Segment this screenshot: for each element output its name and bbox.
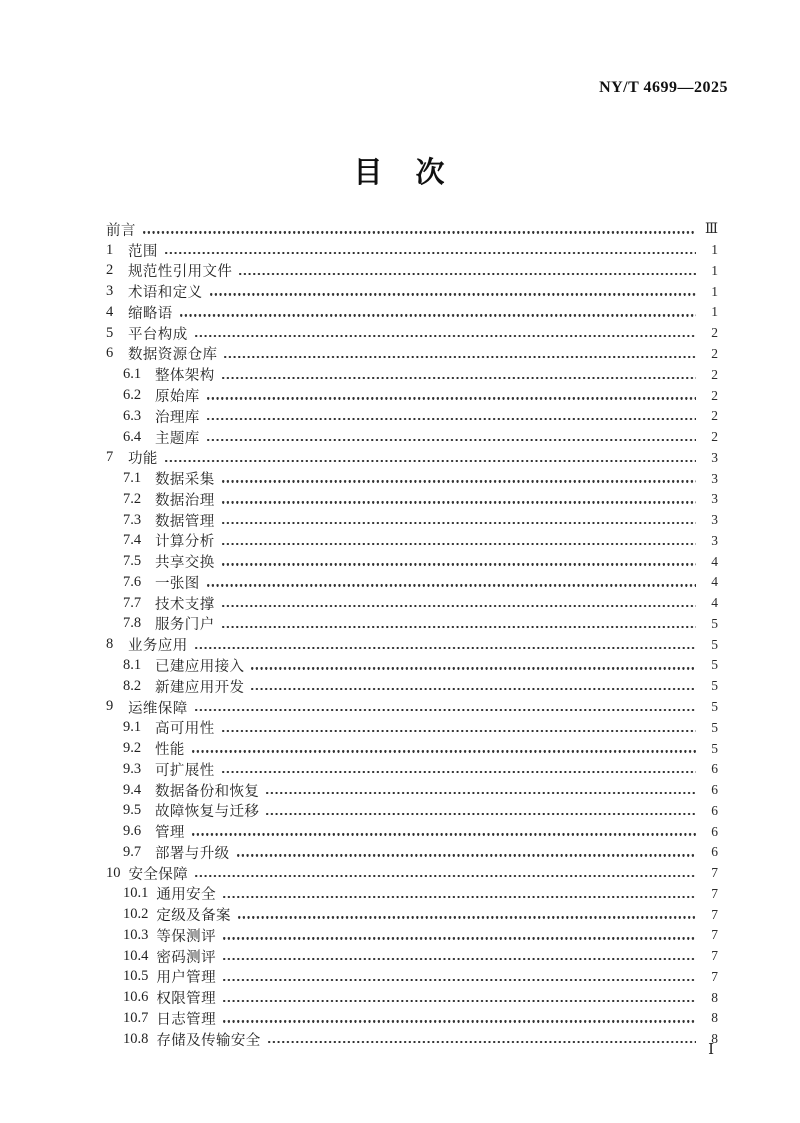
toc-entry-number: 9.5 <box>123 802 142 819</box>
toc-entry-label: 存储及传输安全 <box>156 1032 261 1049</box>
toc-entry-page: 3 <box>711 532 718 548</box>
toc-entry-label: 服务门户 <box>155 617 215 634</box>
dotted-leader <box>180 314 696 316</box>
toc-entry-page: 4 <box>711 595 718 611</box>
toc-entry-page: 1 <box>711 262 718 278</box>
toc-entry-label: 运维保障 <box>128 700 188 717</box>
toc-entry <box>106 821 718 842</box>
dotted-leader <box>223 979 696 981</box>
toc-entry <box>106 800 718 821</box>
toc-entry-number: 3 <box>106 283 114 300</box>
standard-number: NY/T 4699—2025 <box>599 79 728 96</box>
dotted-leader <box>222 522 696 524</box>
toc-entry-page: 2 <box>711 325 718 341</box>
toc-entry-label: 前言 <box>106 222 136 239</box>
toc-entry-number: 9.1 <box>123 719 142 736</box>
toc-entry-label: 数据治理 <box>155 492 215 509</box>
toc-entry-number: 10.7 <box>123 1009 149 1026</box>
toc-entry-number: 4 <box>106 303 114 320</box>
dotted-leader <box>239 273 696 275</box>
dotted-leader <box>222 543 696 545</box>
toc-entry-number: 7.2 <box>123 490 142 507</box>
toc-entry <box>106 946 718 967</box>
toc-entry-number: 7.6 <box>123 573 142 590</box>
toc-entry <box>106 406 718 427</box>
dotted-leader <box>195 709 696 711</box>
toc-entry-label: 数据采集 <box>155 472 215 489</box>
toc-entry-label: 性能 <box>155 742 185 759</box>
dotted-leader <box>222 771 696 773</box>
toc-entry-page: 7 <box>711 906 718 922</box>
toc-entry-number: 6.3 <box>123 407 142 424</box>
toc-entry-number: 7.5 <box>123 553 142 570</box>
toc-entry <box>106 655 718 676</box>
toc-entry-page: 5 <box>711 698 718 714</box>
toc-entry <box>106 1029 718 1050</box>
toc-entry-number: 7.3 <box>123 511 142 528</box>
footer-page-number: Ⅰ <box>708 1042 714 1058</box>
dotted-leader <box>192 833 696 835</box>
toc-entry-number: 6 <box>106 345 114 362</box>
dotted-leader <box>238 916 696 918</box>
toc-entry <box>106 697 718 718</box>
dotted-leader <box>224 356 696 358</box>
toc-entry-page: 2 <box>711 366 718 382</box>
toc-entry <box>106 510 718 531</box>
toc-entry <box>106 634 718 655</box>
dotted-leader <box>143 231 696 233</box>
toc-entry-page: 2 <box>711 429 718 445</box>
toc-entry-number: 2 <box>106 262 114 279</box>
toc-entry-label: 密码测评 <box>156 949 216 966</box>
toc-entry-number: 6.1 <box>123 366 142 383</box>
toc-entry-page: 5 <box>711 615 718 631</box>
dotted-leader <box>237 854 697 856</box>
toc-entry <box>106 987 718 1008</box>
toc-entry-number: 9.2 <box>123 740 142 757</box>
toc-entry-number: 10.6 <box>123 989 149 1006</box>
toc-entry-page: 5 <box>711 719 718 735</box>
dotted-leader <box>195 875 696 877</box>
toc-entry <box>106 967 718 988</box>
toc-entry-number: 10 <box>106 864 121 881</box>
toc-entry-page: 3 <box>711 512 718 528</box>
toc-entry-label: 数据管理 <box>155 513 215 530</box>
toc-entry-number: 9.6 <box>123 823 142 840</box>
toc-entry-label: 权限管理 <box>156 991 216 1008</box>
toc-entry <box>106 759 718 780</box>
dotted-leader <box>251 667 696 669</box>
toc-entry <box>106 842 718 863</box>
toc-entry-label: 缩略语 <box>128 305 173 322</box>
dotted-leader <box>222 563 696 565</box>
toc-entry-label: 部署与升级 <box>155 845 230 862</box>
toc-entry-page: 1 <box>711 242 718 258</box>
toc-entry-number: 10.8 <box>123 1030 149 1047</box>
toc-entry <box>106 925 718 946</box>
toc-entry-label: 可扩展性 <box>155 762 215 779</box>
toc-entry-label: 技术支撑 <box>155 596 215 613</box>
toc-entry <box>106 344 718 365</box>
toc-entry-label: 平台构成 <box>128 326 188 343</box>
toc-entry-page: 3 <box>711 449 718 465</box>
toc-entry-number: 10.1 <box>123 885 149 902</box>
toc-entry-page: 7 <box>711 885 718 901</box>
toc-entry-number: 10.3 <box>123 926 149 943</box>
toc-entry-page: 2 <box>711 408 718 424</box>
dotted-leader <box>207 418 696 420</box>
dotted-leader <box>222 626 696 628</box>
toc-entry <box>106 219 718 240</box>
toc-entry-number: 7.7 <box>123 594 142 611</box>
toc-entry-page: 8 <box>711 989 718 1005</box>
dotted-leader <box>207 439 696 441</box>
toc-entry-label: 定级及备案 <box>156 908 231 925</box>
dotted-leader <box>222 605 696 607</box>
dotted-leader <box>223 937 696 939</box>
dotted-leader <box>165 460 696 462</box>
toc-entry-number: 7 <box>106 449 114 466</box>
toc-entry <box>106 551 718 572</box>
toc-entry-number: 7.1 <box>123 470 142 487</box>
toc-entry-label: 一张图 <box>155 575 200 592</box>
dotted-leader <box>207 397 696 399</box>
toc-entry-number: 7.8 <box>123 615 142 632</box>
toc-entry-label: 数据备份和恢复 <box>155 783 260 800</box>
dotted-leader <box>222 377 696 379</box>
toc-entry <box>106 738 718 759</box>
toc-entry-number: 6.4 <box>123 428 142 445</box>
toc-entry-label: 用户管理 <box>156 970 216 987</box>
dotted-leader <box>195 647 696 649</box>
dotted-leader <box>223 1020 696 1022</box>
toc-entry <box>106 884 718 905</box>
toc-entry <box>106 717 718 738</box>
toc-entry <box>106 302 718 323</box>
dotted-leader <box>192 750 696 752</box>
toc-entry-label: 通用安全 <box>156 887 216 904</box>
toc-entry-page: 6 <box>711 761 718 777</box>
dotted-leader <box>195 335 696 337</box>
toc-entry-page: 2 <box>711 387 718 403</box>
toc-entry <box>106 489 718 510</box>
toc-entry <box>106 468 718 489</box>
toc-entry-number: 8.2 <box>123 677 142 694</box>
toc-entry-label: 计算分析 <box>155 534 215 551</box>
toc-entry-number: 9.4 <box>123 781 142 798</box>
toc-entry <box>106 1008 718 1029</box>
toc-entry <box>106 593 718 614</box>
toc-entry-page: 7 <box>711 968 718 984</box>
dotted-leader <box>207 584 696 586</box>
toc-entry-page: 5 <box>711 636 718 652</box>
toc-entry-page: 6 <box>711 844 718 860</box>
toc-entry-label: 高可用性 <box>155 721 215 738</box>
toc-entry <box>106 904 718 925</box>
toc-entry <box>106 323 718 344</box>
toc-entry-page: 3 <box>711 491 718 507</box>
toc-entry-page: 8 <box>711 1031 718 1047</box>
toc-entry-label: 范围 <box>128 243 158 260</box>
dotted-leader <box>266 792 696 794</box>
toc-entry-label: 功能 <box>128 451 158 468</box>
toc-entry <box>106 281 718 302</box>
toc-entry-label: 原始库 <box>155 389 200 406</box>
toc-entry-page: 6 <box>711 823 718 839</box>
toc-entry-page: 1 <box>711 283 718 299</box>
toc-entry-number: 9.7 <box>123 843 142 860</box>
dotted-leader <box>223 1000 696 1002</box>
toc-entry-page: 5 <box>711 678 718 694</box>
toc-entry-page: 6 <box>711 782 718 798</box>
dotted-leader <box>251 688 696 690</box>
toc-entry-label: 术语和定义 <box>128 285 203 302</box>
dotted-leader <box>222 730 696 732</box>
toc-entry-page: 2 <box>711 345 718 361</box>
toc-entry-label: 等保测评 <box>156 928 216 945</box>
toc-entry <box>106 240 718 261</box>
toc-entry-label: 安全保障 <box>128 866 189 883</box>
toc-entry-number: 5 <box>106 324 114 341</box>
toc-entry-label: 日志管理 <box>156 1011 216 1028</box>
toc-entry <box>106 261 718 282</box>
toc-entry <box>106 427 718 448</box>
toc-entry <box>106 572 718 593</box>
toc-entry-label: 主题库 <box>155 430 200 447</box>
toc-entry-label: 规范性引用文件 <box>128 264 233 281</box>
toc-entry-number: 6.2 <box>123 387 142 403</box>
dotted-leader <box>268 1041 696 1043</box>
toc-entry-page: 7 <box>711 927 718 943</box>
toc-entry-page: 7 <box>711 865 718 881</box>
toc-entry-label: 治理库 <box>155 409 200 426</box>
toc-entry-number: 1 <box>106 241 114 258</box>
dotted-leader <box>165 252 696 254</box>
toc-entry-label: 已建应用接入 <box>155 658 245 675</box>
toc-entry <box>106 364 718 385</box>
dotted-leader <box>222 480 696 482</box>
toc-entry-number: 8.1 <box>123 656 142 673</box>
toc-entry-label: 数据资源仓库 <box>128 347 218 364</box>
toc-entry <box>106 385 718 406</box>
toc-entry-label: 管理 <box>155 825 185 842</box>
toc-entry-page: 4 <box>711 553 718 569</box>
toc-entry-number: 9 <box>106 698 114 715</box>
toc-entry <box>106 863 718 884</box>
toc-entry <box>106 530 718 551</box>
dotted-leader <box>223 896 696 898</box>
toc-entry-page: 6 <box>711 802 718 818</box>
toc-entry-page: 5 <box>711 657 718 673</box>
dotted-leader <box>222 501 696 503</box>
toc-entry-number: 7.4 <box>123 532 142 549</box>
dotted-leader <box>210 293 697 295</box>
toc-entry-number: 10.5 <box>123 968 149 985</box>
toc-entry-number: 10.2 <box>123 906 149 923</box>
toc-entry-page: 4 <box>711 574 718 590</box>
toc-entry <box>106 447 718 468</box>
toc-entry-number: 8 <box>106 636 114 653</box>
toc-entry-page: 7 <box>711 948 718 964</box>
toc-entry-label: 业务应用 <box>128 638 188 655</box>
toc-entry <box>106 676 718 697</box>
table-of-contents <box>106 219 718 1050</box>
dotted-leader <box>223 958 696 960</box>
toc-entry-page: Ⅲ <box>704 221 718 237</box>
toc-entry-label: 共享交换 <box>155 555 215 572</box>
toc-entry-page: 3 <box>711 470 718 486</box>
dotted-leader <box>266 813 696 815</box>
toc-entry-number: 9.3 <box>123 760 142 777</box>
toc-entry-page: 5 <box>711 740 718 756</box>
toc-entry-label: 整体架构 <box>155 368 215 385</box>
toc-entry-page: 8 <box>711 1010 718 1026</box>
toc-entry <box>106 614 718 635</box>
toc-entry-label: 故障恢复与迁移 <box>155 804 260 821</box>
toc-entry-page: 1 <box>711 304 718 320</box>
toc-entry-label: 新建应用开发 <box>155 679 245 696</box>
toc-entry-number: 10.4 <box>123 947 149 964</box>
page-title: 目 次 <box>353 157 447 189</box>
toc-entry <box>106 780 718 801</box>
